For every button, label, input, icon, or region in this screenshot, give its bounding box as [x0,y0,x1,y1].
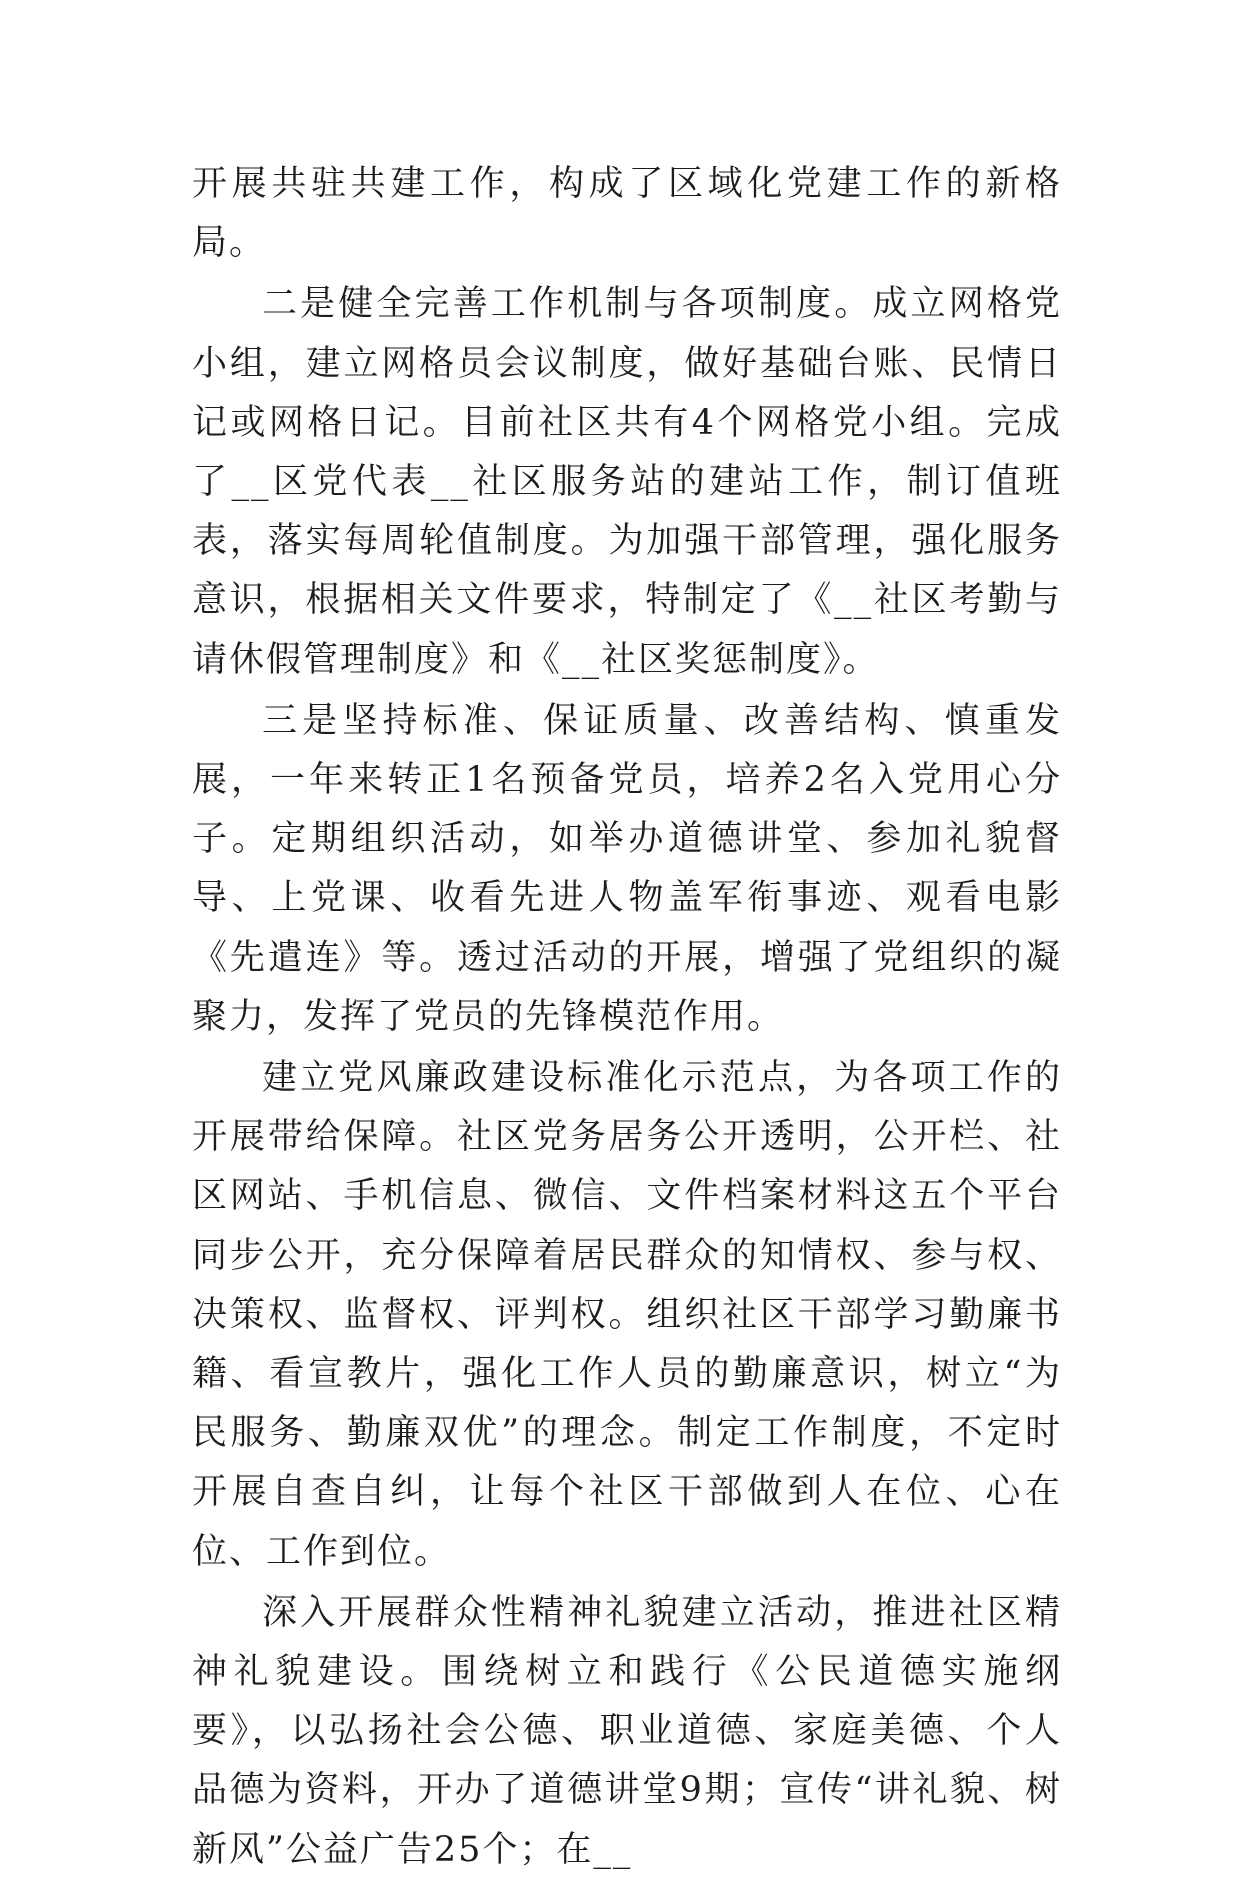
paragraph-integrity: 建立党风廉政建设标准化示范点，为各项工作的开展带给保障。社区党务居务公开透明，公开栏、社区网站、手机信息、微信、文件档案材料这五个平台同步公开，充分保障着居民群众的知情权、参与权、决策权、监督权、评判权。组织社区干部学习勤廉书籍、看宣教片，强化工作人员的勤廉意识，树立“为民服务、勤廉双优”的理念。制定工作制度，不定时开展自查自纠，让每个社区干部做到人在位、心在位、工作到位。 [192,1058,1062,1572]
paragraph-civility: 深入开展群众性精神礼貌建立活动，推进社区精神礼貌建设。围绕树立和践行《公民道德实施纲要》，以弘扬社会公德、职业道德、家庭美德、个人品德为资料，开办了道德讲堂9期；宣传“讲礼貌、树新风”公益广告25个；在__ [192,1592,1062,1870]
paragraph-continued: 开展共驻共建工作，构成了区域化党建工作的新格局。 [192,164,1062,264]
paragraph-mechanism: 二是健全完善工作机制与各项制度。成立网格党小组，建立网格员会议制度，做好基础台账、民情日记或网格日记。目前社区共有4个网格党小组。完成了__区党代表__社区服务站的建站工作，制订值班表，落实每周轮值制度。为加强干部管理，强化服务意识，根据相关文件要求，特制定了《__社区考勤与请休假管理制度》和《__社区奖惩制度》。 [192,284,1062,680]
paragraph-standards: 三是坚持标准、保证质量、改善结构、慎重发展，一年来转正1名预备党员，培养2名入党用心分子。定期组织活动，如举办道德讲堂、参加礼貌督导、上党课、收看先进人物盖军衔事迹、观看电影《先遣连》等。透过活动的开展，增强了党组织的凝聚力，发挥了党员的先锋模范作用。 [192,700,1062,1037]
document-body [192,155,1062,1880]
